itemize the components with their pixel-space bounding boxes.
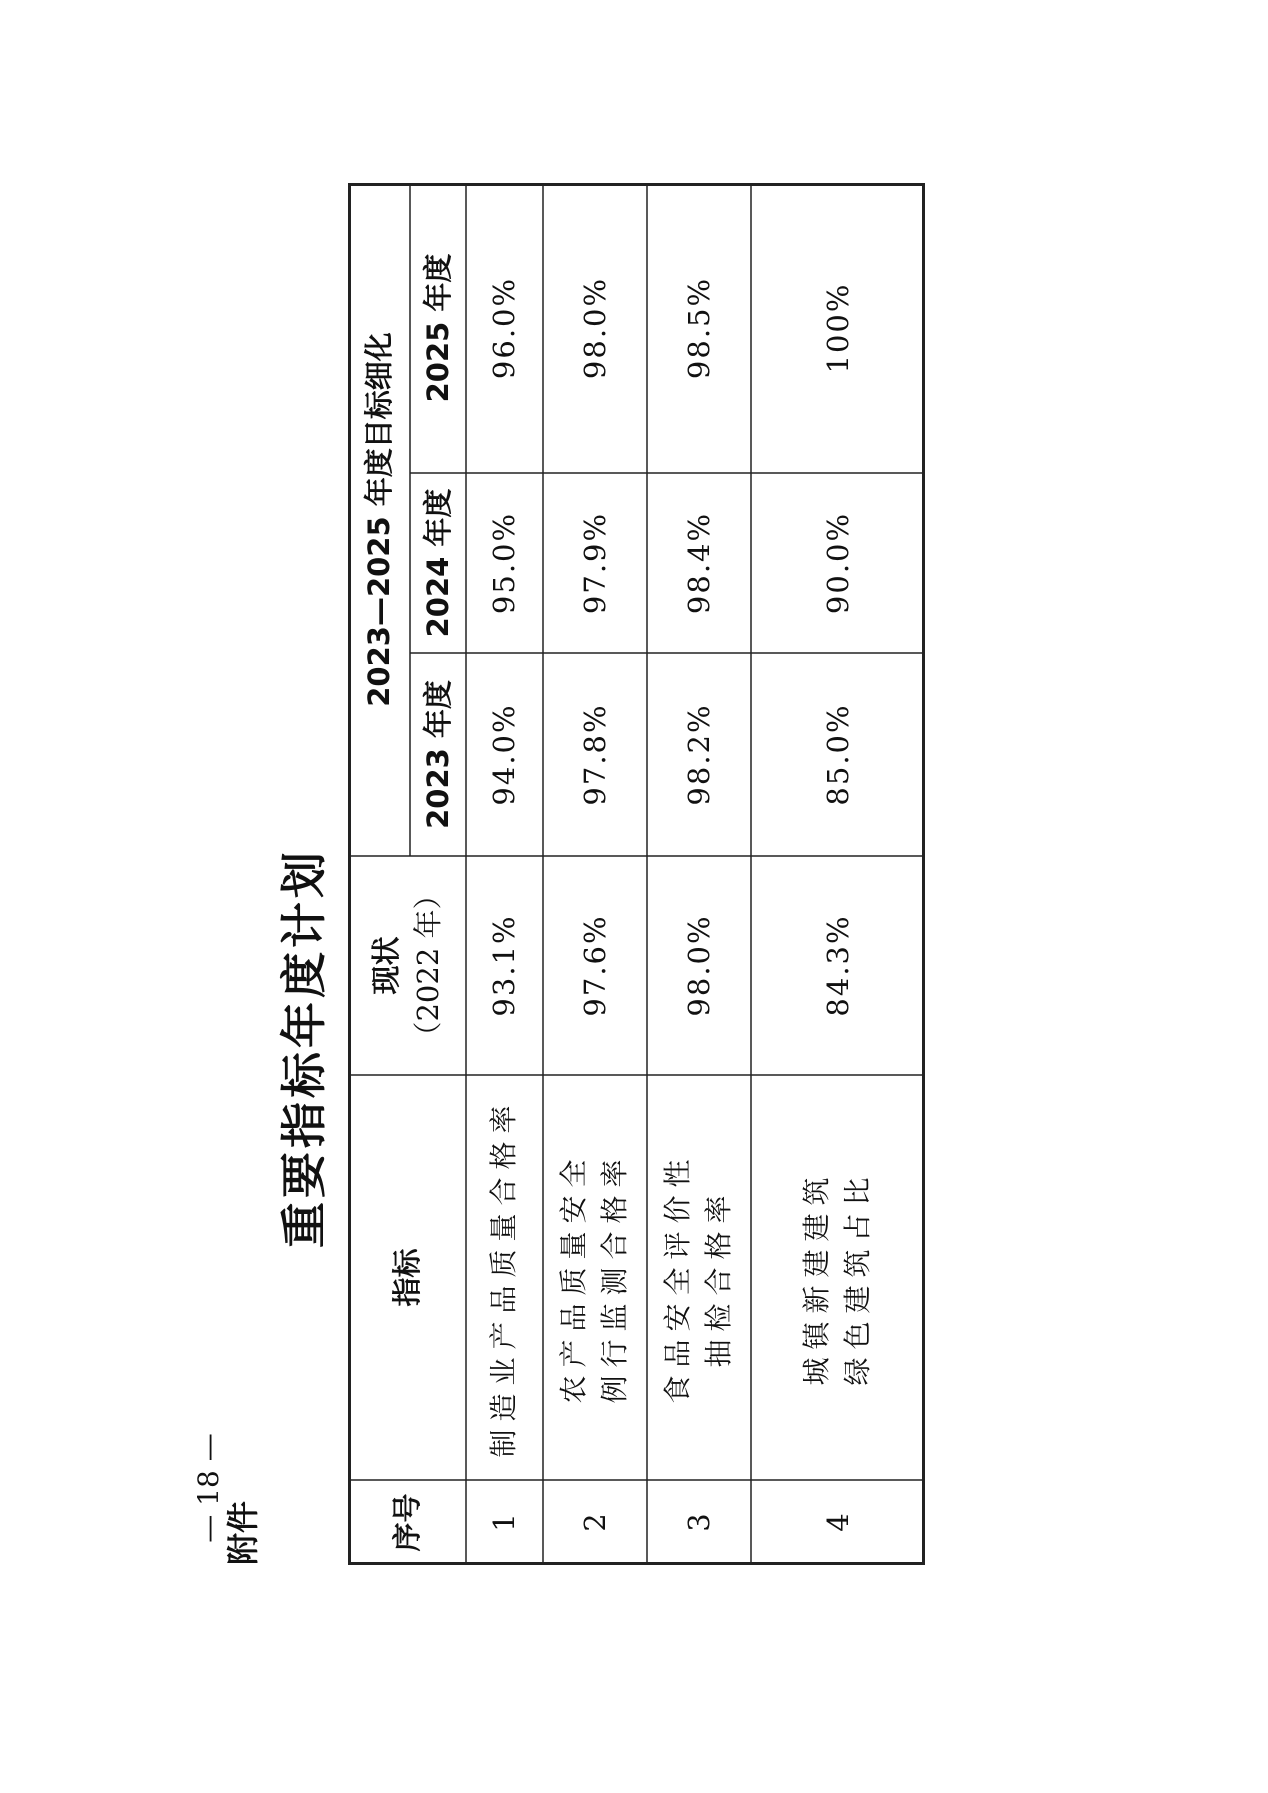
header-seq: 序号 [389, 1493, 424, 1552]
row-2-status-value: 97.6% [577, 914, 612, 1017]
row-2-2025 [543, 183, 647, 473]
row-1-2024-value: 95.0% [487, 511, 522, 615]
row-3-status [647, 856, 751, 1075]
row-3-2024 [647, 473, 751, 653]
row-1-2025 [466, 183, 543, 473]
header-indicator: 指标 [389, 1248, 424, 1307]
row-2-indicator [543, 1075, 647, 1480]
row-1-status [466, 856, 543, 1075]
row-4-2025 [751, 183, 925, 473]
header-status [348, 856, 466, 1075]
header-status-line1: 现状 [368, 936, 403, 995]
row-4-status [751, 856, 925, 1075]
row-1-status-value: 93.1% [487, 914, 522, 1017]
row-2-status [543, 856, 647, 1075]
row-3-indicator-line1: 食品安全评价性 [661, 1151, 695, 1404]
page-number: — 18 — [192, 1433, 225, 1543]
row-1-indicator [466, 1075, 543, 1480]
header-year-2023: 2023 年度 [420, 680, 455, 829]
row-1-2023 [466, 653, 543, 856]
row-3-indicator-line2: 抽检合格率 [702, 1187, 735, 1368]
header-target-group: 2023—2025 年度目标细化 [361, 332, 396, 707]
row-3-status-value: 98.0% [681, 914, 716, 1017]
row-2-2023-value: 97.8% [577, 703, 612, 806]
row-4-status-value: 84.3% [820, 914, 855, 1017]
row-3-2023 [647, 653, 751, 856]
row-2-2025-value: 98.0% [577, 276, 612, 380]
row-1-2025-value: 96.0% [487, 276, 522, 380]
row-4-2024-value: 90.0% [820, 511, 855, 615]
row-2-indicator-line2: 例行监测合格率 [598, 1151, 631, 1404]
row-3-2025 [647, 183, 751, 473]
row-4-indicator [751, 1075, 925, 1480]
header-status-line2: （2022 年） [411, 880, 445, 1051]
row-3-seq: 3 [681, 1513, 716, 1532]
row-4-2023-value: 85.0% [820, 703, 855, 806]
row-4-2023 [751, 653, 925, 856]
row-1-2024 [466, 473, 543, 653]
row-2-seq: 2 [577, 1513, 612, 1532]
row-3-indicator [647, 1075, 751, 1480]
row-4-seq: 4 [820, 1513, 855, 1532]
header-year-2024: 2024 年度 [420, 488, 455, 638]
row-2-indicator-line1: 农产品质量安全 [557, 1151, 591, 1404]
row-1-2023-value: 94.0% [487, 703, 522, 806]
row-2-2023 [543, 653, 647, 856]
attachment-label: 附件 [224, 1500, 262, 1565]
document-title: 重要指标年度计划 [277, 848, 331, 1248]
row-2-2024 [543, 473, 647, 653]
row-3-2024-value: 98.4% [681, 511, 716, 615]
row-1-seq: 1 [487, 1513, 522, 1532]
row-3-2025-value: 98.5% [681, 276, 716, 380]
row-4-2025-value: 100% [820, 282, 855, 374]
row-4-2024 [751, 473, 925, 653]
row-1-indicator-line1: 制造业产品质量合格率 [487, 1097, 521, 1458]
row-4-indicator-line1: 城镇新建建筑 [800, 1169, 834, 1386]
indicator-table [348, 183, 925, 1565]
row-4-indicator-line2: 绿色建筑占比 [841, 1169, 874, 1386]
row-2-2024-value: 97.9% [577, 511, 612, 615]
header-year-2025: 2025 年度 [420, 253, 455, 403]
row-3-2023-value: 98.2% [681, 703, 716, 806]
